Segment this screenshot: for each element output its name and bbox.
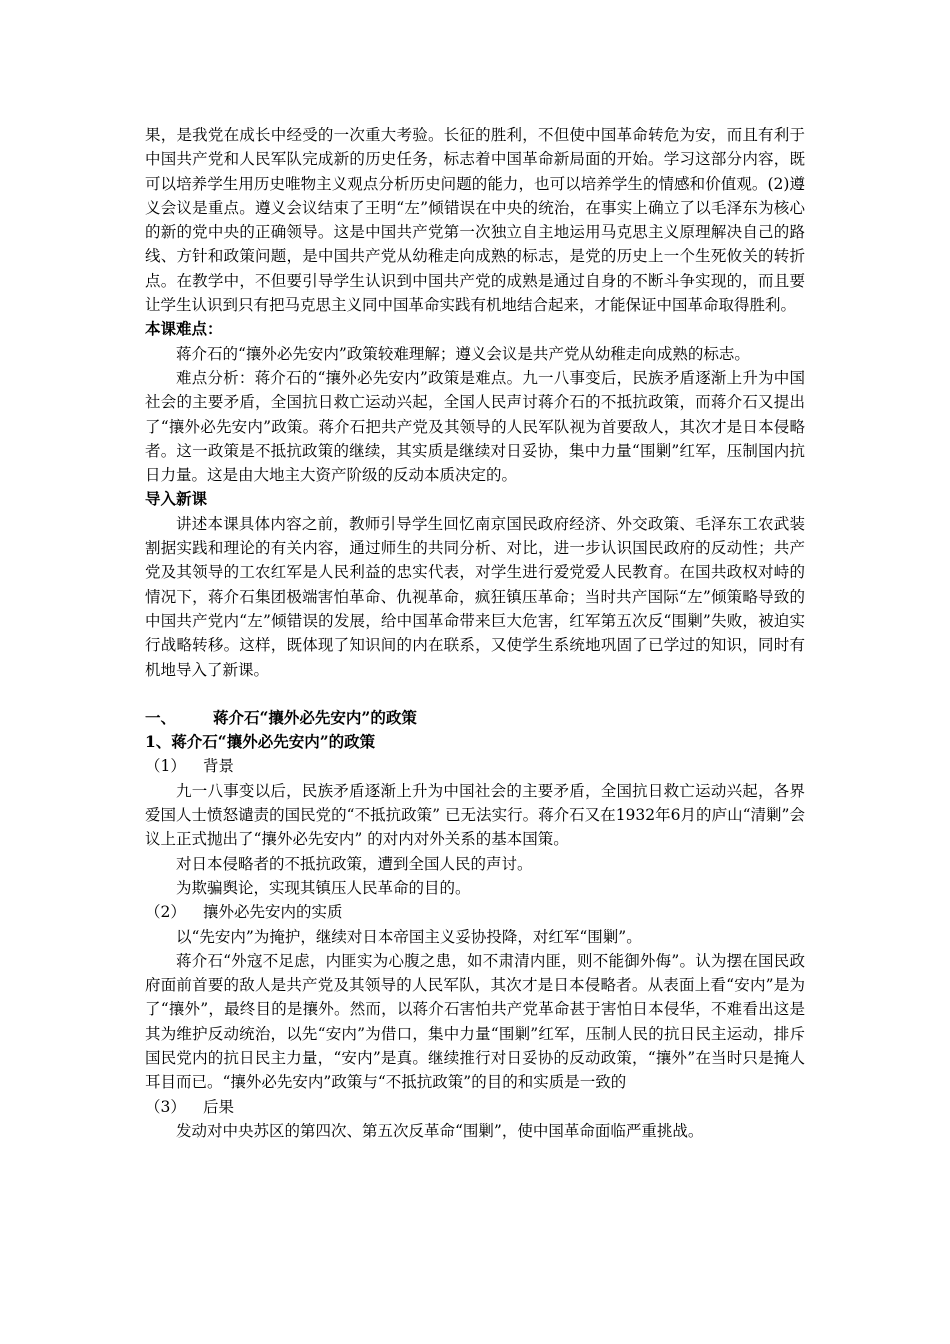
- part-number: （3）: [145, 1097, 186, 1116]
- part-heading-background: [145, 754, 805, 778]
- intro-paragraph: 果，是我党在成长中经受的一次重大考验。长征的胜利，不但使中国革命转危为安，而且有利于中国共产党和人民军队完成新的历史任务，标志着中国革命新局面的开始。学习这部分内容，既可以培养学生用历史唯物主义观点分析历史问题的能力，也可以培养学生的情感和价值观。(2)遵义会议是重点。遵义会议结束了王明“左”倾错误在中央的统治，在事实上确立了以毛泽东为核心的新的党中央的正确领导。这是中国共产党第一次独立自主地运用马克思主义原理解决自己的路线、方针和政策问题，是中国共产党从幼稚走向成熟的标志，是党的历史上一个生死攸关的转折点。在教学中，不但要引导学生认识到中国共产党的成熟是通过自身的不断斗争实现的，而且要让学生认识到只有把马克思主义同中国革命实践有机地结合起来，才能保证中国革命取得胜利。: [145, 126, 805, 315]
- section-number: 一、: [145, 707, 177, 727]
- blank-line: [145, 682, 805, 706]
- intro-new-heading: 导入新课: [145, 489, 208, 509]
- essence-paragraph-2: 蒋介石“外寇不足虑，内匪实为心腹之患，如不肃清内匪，则不能御外侮”。认为摆在国民政府面前首要的敌人是共产党及其领导的人民军队，其次才是日本侵略者。从表面上看“安内”是为了“攘外”，最终目的是攘外。然而，以蒋介石害怕共产党革命甚于害怕日本侵华，不难看出这是其为维护反动统治，以先“安内”为借口，集中力量“围剿”红军，压制人民的抗日民主运动，排斥国民党内的抗日民主力量，“安内”是真。继续推行对日妥协的反动政策，“攘外”在当时只是掩人耳目而已。“攘外必先安内”政策与“不抵抗政策”的目的和实质是一致的: [145, 951, 805, 1092]
- essence-paragraph-1: 以“先安内”为掩护，继续对日本帝国主义妥协投降，对红军“围剿”。: [176, 927, 642, 946]
- background-paragraph-1: 九一八事变以后，民族矛盾逐渐上升为中国社会的主要矛盾，全国抗日救亡运动兴起，各界爱国人士愤怒谴责的国民党的“不抵抗政策” 已无法实行。蒋介石又在1932年6月的庐山“清剿”会议上正式抛出了“攘外必先安内” 的对内对外关系的基本国策。: [145, 781, 805, 849]
- difficulty-heading: 本课难点：: [145, 319, 223, 339]
- part-title: 后果: [203, 1097, 235, 1116]
- background-paragraph-2: 对日本侵略者的不抵抗政策，遭到全国人民的声讨。: [176, 854, 533, 873]
- intro-new-body: 讲述本课具体内容之前，教师引导学生回忆南京国民政府经济、外交政策、毛泽东工农武装割据实践和理论的有关内容，通过师生的共同分析、对比，进一步认识国民政府的反动性；共产党及其领导的工农红军是人民利益的忠实代表，对学生进行爱党爱人民教育。在国共政权对峙的情况下，蒋介石集团极端害怕革命、仇视革命，疯狂镇压革命；当时共产国际“左”倾策略导致的中国共产党内“左”倾错误的发展，给中国革命带来巨大危害，红军第五次反“围剿”失败，被迫实行战略转移。这样，既体现了知识间的内在联系，又使学生系统地巩固了已学过的知识，同时有机地导入了新课。: [145, 514, 805, 679]
- part-heading-consequence: [145, 1095, 805, 1119]
- difficulty-analysis: 难点分析：蒋介石的“攘外必先安内”政策是难点。九一八事变后，民族矛盾逐渐上升为中国社会的主要矛盾，全国抗日救亡运动兴起，全国人民声讨蒋介石的不抵抗政策，而蒋介石又提出了“攘外必先安内”政策。蒋介石把共产党及其领导的人民军队视为首要敌人，其次才是日本侵略者。这一政策是不抵抗政策的继续，其实质是继续对日妥协，集中力量“围剿”红军，压制国内抗日力量。这是由大地主大资产阶级的反动本质决定的。: [145, 368, 805, 485]
- section-heading: [145, 706, 805, 730]
- part-number: （2）: [145, 903, 186, 922]
- section-title: 蒋介石“攘外必先安内”的政策: [213, 707, 417, 727]
- part-title: 背景: [203, 757, 235, 776]
- subsection-title: 1、蒋介石“攘外必先安内”的政策: [145, 732, 376, 752]
- background-paragraph-3: 为欺骗舆论，实现其镇压人民革命的目的。: [176, 878, 471, 897]
- consequence-paragraph: 发动对中央苏区的第四次、第五次反革命“围剿”，使中国革命面临严重挑战。: [176, 1121, 704, 1140]
- part-number: （1）: [145, 757, 186, 776]
- part-title: 攘外必先安内的实质: [203, 903, 343, 922]
- part-heading-essence: [145, 900, 805, 924]
- document-page: [145, 123, 805, 1143]
- difficulty-summary: 蒋介石的“攘外必先安内”政策较难理解；遵义会议是共产党从幼稚走向成熟的标志。: [176, 344, 750, 363]
